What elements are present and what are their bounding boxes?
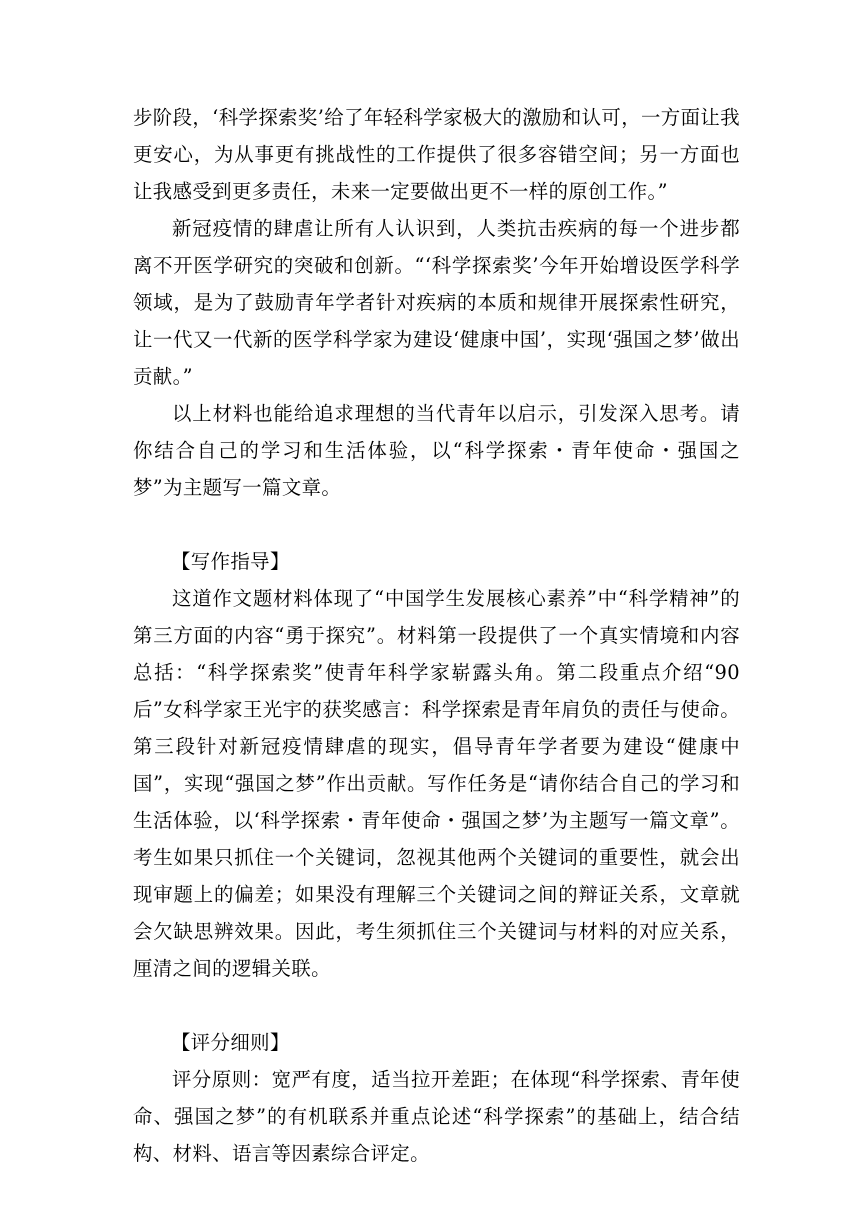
section-heading-writing-guide: 【写作指导】: [171, 550, 290, 573]
paragraph-writing-task: 以上材料也能给追求理想的当代青年以启示，引发深入思考。请你结合自己的学习和生活体验，以“科学探索・青年使命・强国之梦”为主题写一篇文章。: [133, 402, 740, 499]
paragraph-scoring-principle: 评分原则：宽严有度，适当拉开差距；在体现“科学探索、青年使命、强国之梦”的有机联系并重点论述“科学探索”的基础上，结合结构、材料、语言等因素综合评定。: [133, 1068, 740, 1165]
blank-line: [133, 987, 740, 1024]
blank-line: [133, 506, 740, 543]
section-heading-scoring: 【评分细则】: [171, 1031, 290, 1054]
paragraph-medical-science: 新冠疫情的肆虐让所有人认识到，人类抗击疾病的每一个进步都离不开医学研究的突破和创新。“‘科学探索奖’今年开始增设医学科学领域，是为了鼓励青年学者针对疾病的本质和规律开展探索性研究，让一代又一代新的医学科学家为建设‘健康中国’，实现‘强国之梦’做出贡献。”: [133, 217, 740, 388]
paragraph-writing-guide: 这道作文题材料体现了“中国学生发展核心素养”中“科学精神”的第三方面的内容“勇于探究”。材料第一段提供了一个真实情境和内容总括：“科学探索奖”使青年科学家崭露头角。第二段重点介绍“90后”女科学家王光宇的获奖感言：科学探索是青年肩负的责任与使命。第三段针对新冠疫情肆虐的现实，倡导青年学者要为建设“健康中国”，实现“强国之梦”作出贡献。写作任务是“请你结合自己的学习和生活体验，以‘科学探索・青年使命・强国之梦’为主题写一篇文章”。考生如果只抓住一个关键词，忽视其他两个关键词的重要性，就会出现审题上的偏差；如果没有理解三个关键词之间的辩证关系，文章就会欠缺思辨效果。因此，考生须抓住三个关键词与材料的对应关系，厘清之间的逻辑关联。: [133, 587, 740, 980]
paragraph-award-quote-continued: 步阶段，‘科学探索奖’给了年轻科学家极大的激励和认可，一方面让我更安心，为从事更有挑战性的工作提供了很多容错空间；另一方面也让我感受到更多责任，未来一定要做出更不一样的原创工作。”: [133, 106, 740, 203]
document-body: [133, 99, 740, 1172]
